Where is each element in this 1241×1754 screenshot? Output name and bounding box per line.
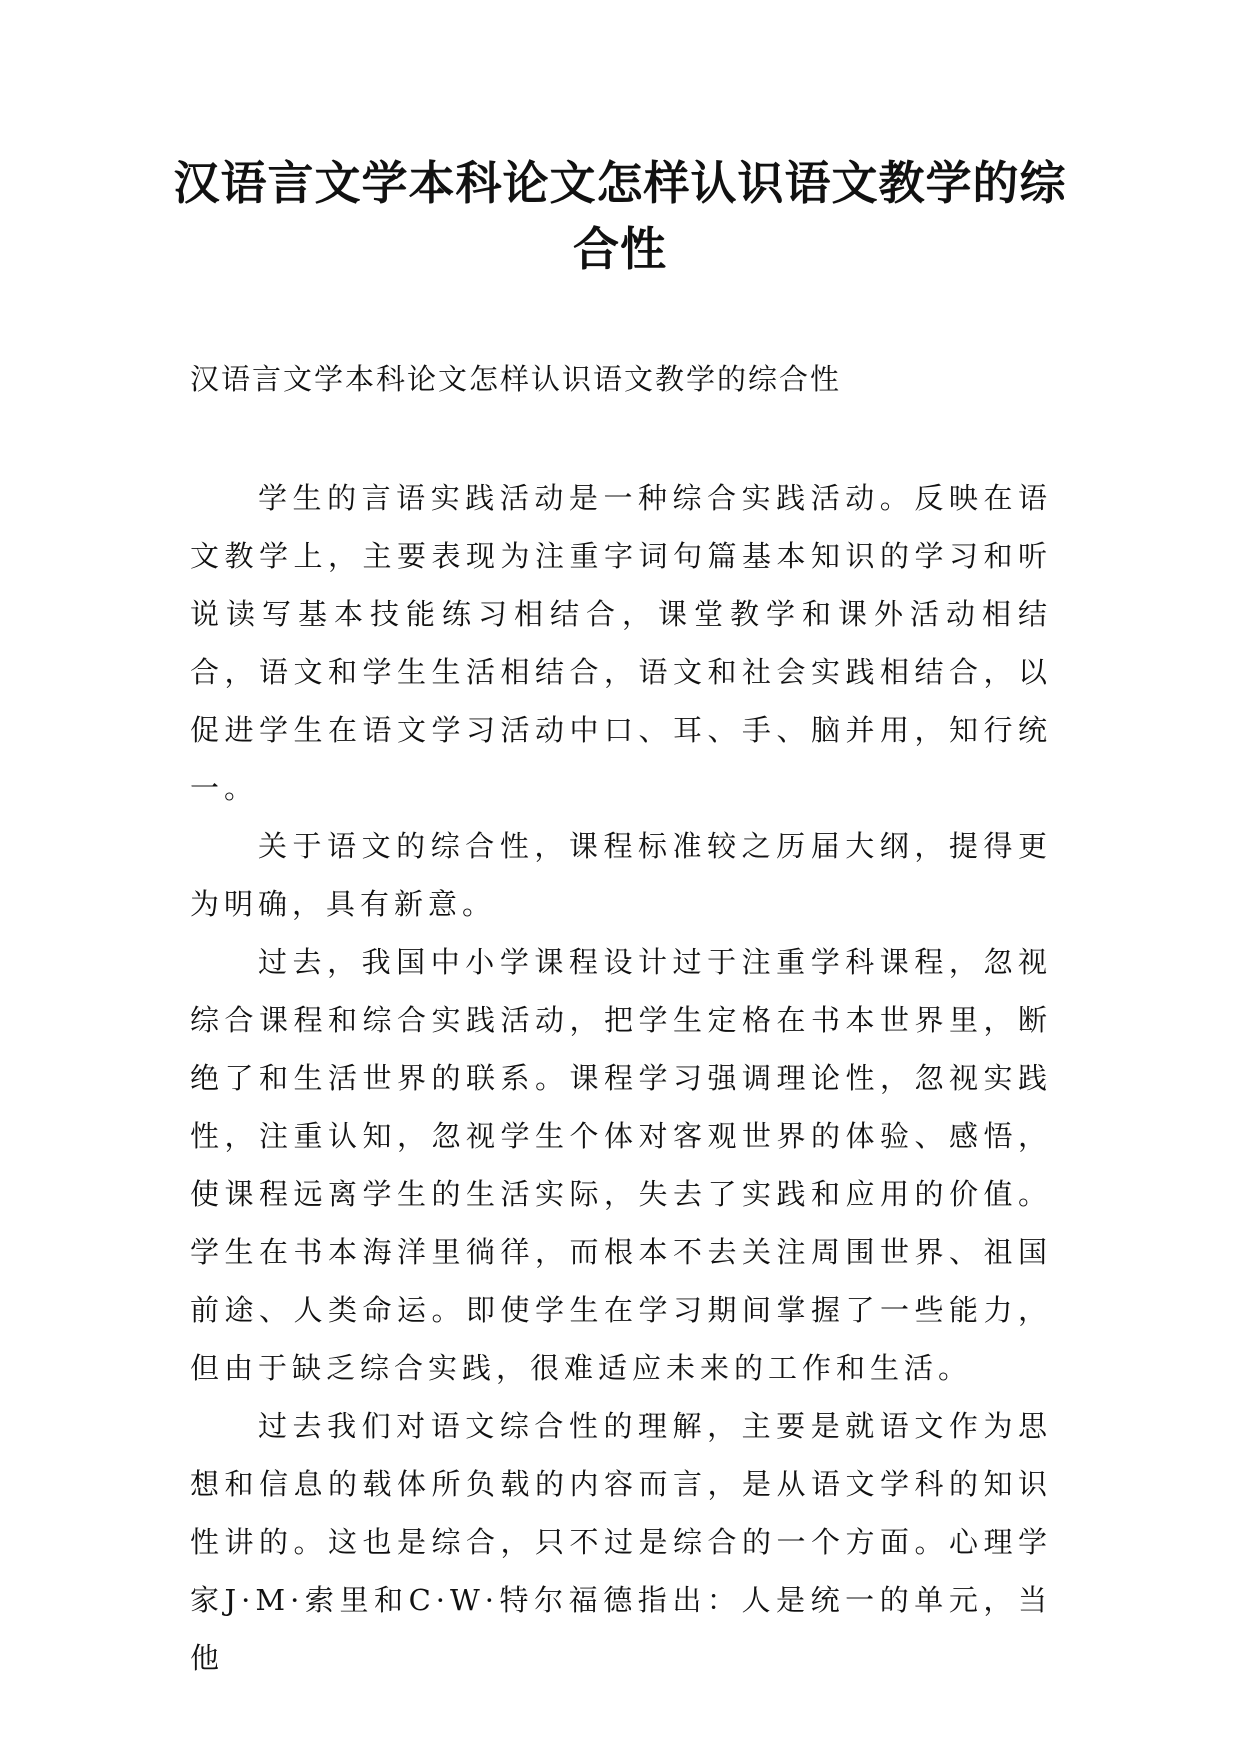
body-paragraph: 关于语文的综合性，课程标准较之历届大纲，提得更为明确，具有新意。	[190, 829, 1052, 921]
body-paragraph: 过去，我国中小学课程设计过于注重学科课程，忽视综合课程和综合实践活动，把学生定格在书本世界里，断绝了和生活世界的联系。课程学习强调理论性，忽视实践性，注重认知，忽视学生个体对客观世界的体验、感悟，使课程远离学生的生活实际，失去了实践和应用的价值。学生在书本海洋里徜徉，而根本不去关注周围世界、祖国前途、人类命运。即使学生在学习期间掌握了一些能力，但由于缺乏综合实践，很难适应未来的工作和生活。	[190, 945, 1052, 1385]
body-paragraph: 过去我们对语文综合性的理解，主要是就语文作为思想和信息的载体所负载的内容而言，是从语文学科的知识性讲的。这也是综合，只不过是综合的一个方面。心理学家J·M·索里和C·W·特尔福德指出：人是统一的单元，当他	[190, 1409, 1052, 1675]
document-title: 汉语言文学本科论文怎样认识语文教学的综合性	[173, 156, 1067, 276]
body-paragraph: 学生的言语实践活动是一种综合实践活动。反映在语文教学上，主要表现为注重字词句篇基本知识的学习和听说读写基本技能练习相结合，课堂教学和课外活动相结合，语文和学生生活相结合，语文和社会实践相结合，以促进学生在语文学习活动中口、耳、手、脑并用，知行统一。	[190, 481, 1052, 805]
document-subtitle: 汉语言文学本科论文怎样认识语文教学的综合性	[190, 362, 842, 396]
document-body	[190, 469, 1052, 1687]
